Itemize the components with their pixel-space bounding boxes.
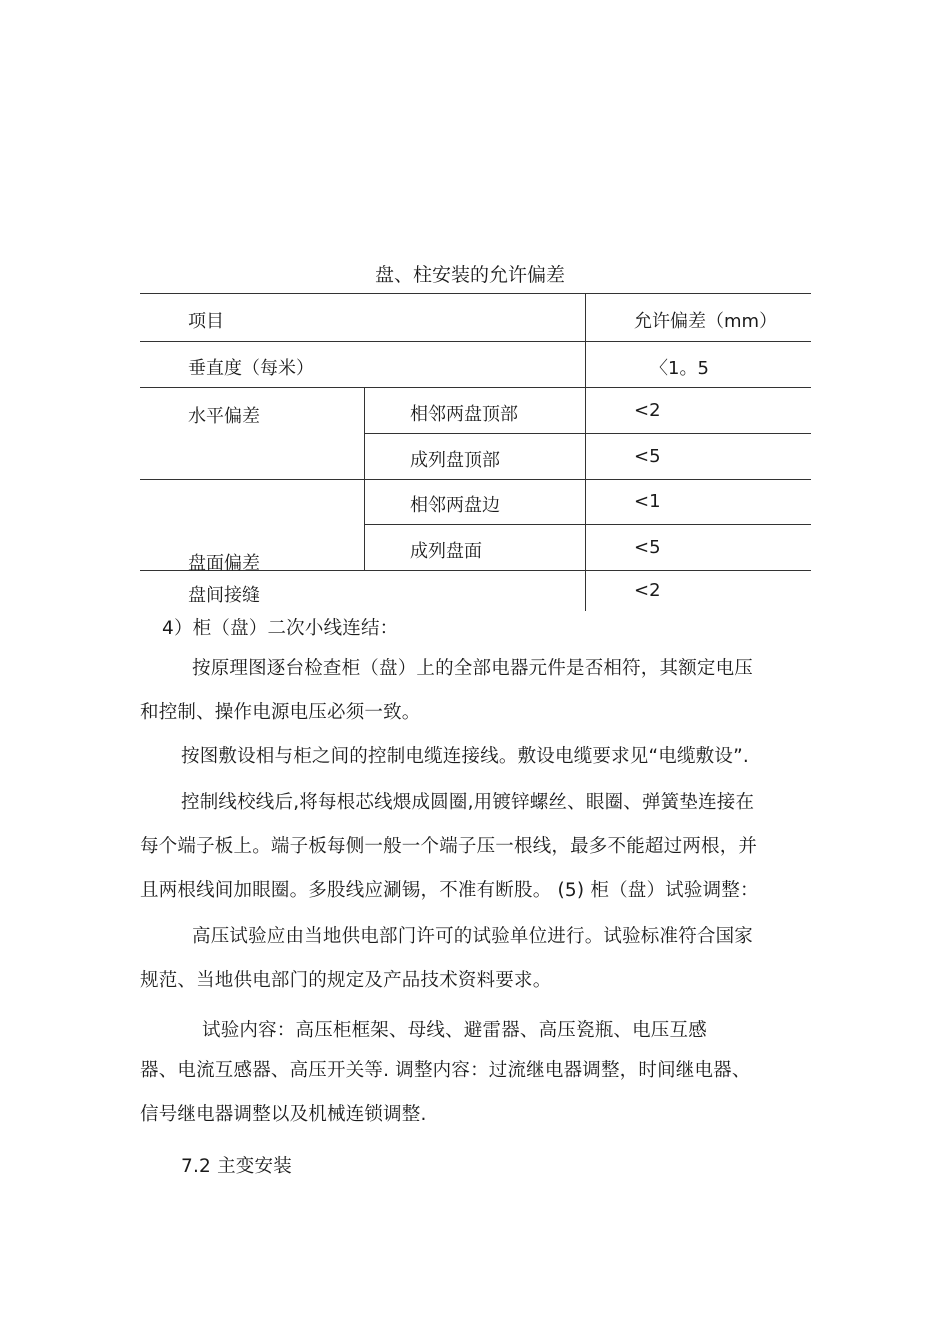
paragraph-line: 器、电流互感器、高压开关等. 调整内容：过流继电器调整，时间继电器、	[140, 1060, 751, 1081]
paragraph-line: 规范、当地供电部门的规定及产品技术资料要求。	[140, 970, 552, 991]
row-surface-sub1-label: 相邻两盘边	[410, 495, 500, 516]
row-joint-value: <2	[634, 580, 661, 601]
header-item: 项目	[188, 311, 224, 332]
row-horizontal-sub2-label: 成列盘顶部	[410, 450, 500, 471]
paragraph-line: 高压试验应由当地供电部门许可的试验单位进行。试验标准符合国家	[192, 926, 754, 947]
paragraph-line: 按原理图逐台检查柜（盘）上的全部电器元件是否相符，其额定电压	[192, 658, 754, 679]
paragraph-line: 每个端子板上。端子板每侧一般一个端子压一根线，最多不能超过两根，并	[140, 836, 758, 857]
row-horizontal-sub1-label: 相邻两盘顶部	[410, 404, 518, 425]
row-horizontal-sub2-value: <5	[634, 446, 661, 467]
paragraph-line: 试验内容：高压柜框架、母线、避雷器、高压瓷瓶、电压互感	[202, 1020, 707, 1041]
row-surface-sub2-label: 成列盘面	[410, 541, 482, 562]
row-vertical-value: 〈1。5	[650, 358, 709, 379]
header-tolerance: 允许偏差（mm）	[634, 311, 778, 332]
paragraph-line: 信号继电器调整以及机械连锁调整.	[140, 1104, 427, 1125]
row-surface-sub1-value: <1	[634, 491, 661, 512]
row-horizontal-sub1-value: <2	[634, 400, 661, 421]
paragraph-line: 控制线校线后,将每根芯线煨成圆圈,用镀锌螺丝、眼圈、弹簧垫连接在	[181, 792, 755, 813]
row-horizontal-label: 水平偏差	[188, 406, 260, 427]
row-surface-sub2-value: <5	[634, 537, 661, 558]
paragraph-line: 和控制、操作电源电压必须一致。	[140, 702, 421, 723]
paragraph-line: 且两根线间加眼圈。多股线应涮锡，不准有断股。 (5) 柜（盘）试验调整：	[140, 880, 759, 901]
row-vertical-label: 垂直度（每米）	[188, 358, 314, 379]
table-title: 盘、柱安装的允许偏差	[375, 264, 566, 286]
row-surface-label: 盘面偏差	[188, 553, 260, 574]
section-heading-secondary-wiring: 4）柜（盘）二次小线连结：	[162, 618, 399, 639]
section-heading-main-transformer: 7.2 主变安装	[181, 1156, 292, 1177]
row-joint-label: 盘间接缝	[188, 585, 260, 606]
paragraph-line: 按图敷设相与柜之间的控制电缆连接线。敷设电缆要求见“电缆敷设”.	[181, 746, 749, 767]
